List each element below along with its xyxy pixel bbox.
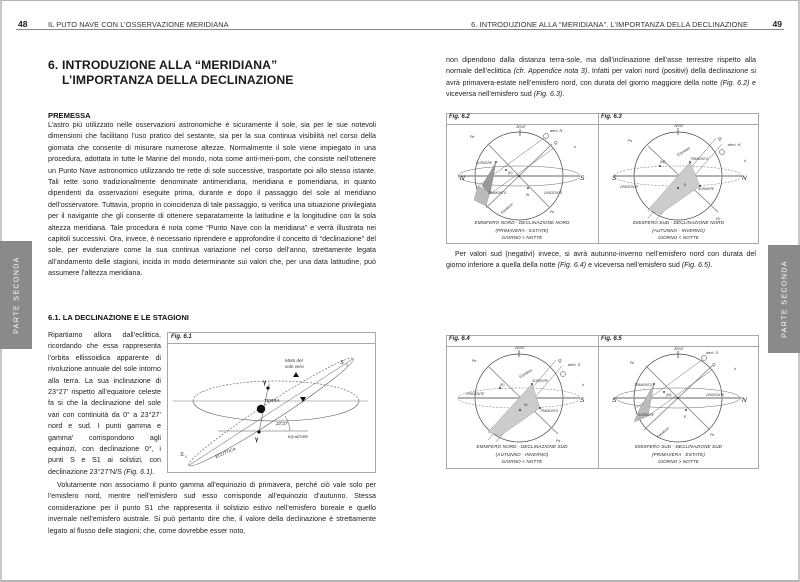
section-6-1-paragraph-1: Ripartiamo allora dall’eclittica, ricordando che essa rappresenta l’orbita ellissoidica apparente di rivoluzione annuale del sole intorno alla terra. La sua inclinazione di 23°27’ rispetto all’equatore celeste fa si che la declinazione del sole vari con continuità da 0° a 23°27’ nord e sud. I punti gamma e gamma’ corrispondono agli equinozi, con declinazione 0°, i punti S e S1 ai solstizi, con declinazione 23°27’N/S (Fig. 6.1). <box>48 331 161 476</box>
figure-label: Fig. 6.4 <box>449 336 470 342</box>
figure-caption: EMISFERO SUD - DECLINAZIONE SUD (PRIMAVERA - ESTATE) GIORNO > NOTTE <box>634 444 723 465</box>
celestial-sphere-diagram <box>446 124 598 224</box>
figure-6-1 <box>167 332 376 473</box>
svg-text:Equatore: Equatore <box>500 202 514 215</box>
svg-text:h: h <box>734 367 736 371</box>
celestial-sphere-diagram <box>446 346 598 446</box>
svg-text:ZENIT: ZENIT <box>674 124 684 128</box>
svg-text:Ps: Ps <box>556 439 561 443</box>
svg-text:Equatore: Equatore <box>656 426 670 439</box>
premessa-heading: PREMESSA <box>48 111 91 120</box>
running-head-right: 6. INTRODUZIONE ALLA “MERIDIANA”. L’IMPORTANZA DELLA DECLINAZIONE <box>471 20 748 29</box>
ecliptic-diagram <box>168 344 375 472</box>
celestial-sphere-diagram <box>598 124 759 224</box>
svg-text:(E): (E) <box>500 383 505 387</box>
svg-text:ORIZZONTE: ORIZZONTE <box>706 393 725 397</box>
svg-text:S: S <box>580 397 585 404</box>
svg-text:N: N <box>742 175 747 182</box>
svg-text:ECLITTICA: ECLITTICA <box>214 446 237 459</box>
svg-text:TRAMONTO: TRAMONTO <box>540 409 559 413</box>
right-mid-paragraph: Per valori sud (negativi) invece, si avrà autunno-inverno nell’emisfero nord con durata del giorno inferiore a quella della notte (Fig. 6.4) e viceversa nell’emisfero sud (Fig. 6.5). <box>446 250 756 270</box>
svg-text:h: h <box>582 383 584 387</box>
svg-text:1: 1 <box>268 383 270 387</box>
right-page <box>400 0 800 582</box>
svg-text:sole vero: sole vero <box>285 364 304 369</box>
svg-text:W: W <box>526 193 530 197</box>
svg-text:Q: Q <box>558 358 562 363</box>
svg-text:SORGERE: SORGERE <box>698 187 714 191</box>
svg-text:ZENIT: ZENIT <box>515 346 525 350</box>
svg-text:Q: Q <box>718 136 722 141</box>
svg-text:S: S <box>612 397 617 404</box>
page-number-left: 48 <box>18 19 28 29</box>
svg-text:S: S <box>180 452 184 458</box>
svg-text:ORIZZONTE: ORIZZONTE <box>466 392 485 396</box>
svg-text:W: W <box>524 403 528 407</box>
side-tab-right: PARTE SECONDA <box>768 245 800 353</box>
header-rule-left <box>16 29 400 30</box>
svg-text:γ: γ <box>255 437 259 443</box>
svg-text:h: h <box>744 159 746 163</box>
svg-text:TRAMONTO: TRAMONTO <box>488 191 507 195</box>
svg-text:S: S <box>612 175 617 182</box>
figure-6-4 <box>446 335 598 469</box>
section-6-1-paragraph-2: Volutamente non associamo il punto gamma all’equinozio di primavera, perché ciò vale solo per l’emisfero nord, mentre nell’emisfero sud esso corrisponde all’equinozio d’autunno. Stessa considerazione per il punto S1 che rappresenta il solstizio estivo nell’emisfero boreale e quello invernale nell’emisfero australe. Si può pertanto dire che, il valore della declinazione è strettamente legato al flusso delle stagioni; che, come dovrebbe esser noto, <box>48 481 376 535</box>
running-head-left: IL PUTO NAVE CON L’OSSERVAZIONE MERIDIANA <box>48 20 229 29</box>
svg-text:E: E <box>684 415 687 419</box>
svg-text:N: N <box>460 175 465 182</box>
svg-text:ORIZZONTE: ORIZZONTE <box>620 185 639 189</box>
svg-text:decl. N: decl. N <box>550 128 563 133</box>
svg-text:Ps: Ps <box>550 210 555 214</box>
svg-text:TRAMONTO: TRAMONTO <box>690 157 709 161</box>
section-6-1-heading: 6.1. LA DECLINAZIONE E LE STAGIONI <box>48 313 189 322</box>
svg-text:TRAMONTO: TRAMONTO <box>634 383 653 387</box>
figure-label: Fig. 6.3 <box>601 114 622 120</box>
svg-text:Pn: Pn <box>716 217 721 221</box>
svg-text:23°27': 23°27' <box>276 421 289 426</box>
svg-text:(W): (W) <box>666 393 672 397</box>
svg-text:ORIZZONTE: ORIZZONTE <box>544 191 563 195</box>
figure-label: Fig. 6.1 <box>171 334 192 340</box>
side-tab-left: PARTE SECONDA <box>0 241 32 349</box>
svg-text:Q: Q <box>712 362 716 367</box>
svg-text:Q: Q <box>554 140 558 145</box>
svg-text:Equatore: Equatore <box>676 146 692 157</box>
svg-text:Pn: Pn <box>472 359 477 363</box>
figure-label: Fig. 6.2 <box>449 114 470 120</box>
svg-text:decl. N: decl. N <box>728 142 741 147</box>
svg-text:S: S <box>340 360 344 366</box>
svg-text:N: N <box>742 397 747 404</box>
svg-text:Ps: Ps <box>630 361 635 365</box>
right-top-paragraph: non dipendono dalla distanza terra-sole, ma dall’inclinazione dell’asse terrestre rispetto alla normale dell’eclittica (cfr. Appendice nota 3). Infatti per valori nord (positivi) della declinazione si avrà primavera-estate nell’emisfero nord, con durata del giorno maggiore della notte (Fig. 6.2) e viceversa nell’emisfero sud (Fig. 6.3). <box>446 56 756 99</box>
svg-text:decl. S: decl. S <box>568 362 581 367</box>
svg-text:(W): (W) <box>660 160 666 164</box>
svg-text:Ps: Ps <box>628 139 633 143</box>
svg-text:ZENIT: ZENIT <box>516 125 526 129</box>
svg-text:1: 1 <box>346 363 348 367</box>
svg-text:EQUATORE: EQUATORE <box>288 435 308 439</box>
chapter-title: 6. INTRODUZIONE ALLA “MERIDIANA” L’IMPORTANZA DELLA DECLINAZIONE <box>48 58 294 87</box>
svg-text:1: 1 <box>185 455 187 459</box>
page-number-right: 49 <box>772 19 782 29</box>
celestial-sphere-diagram <box>598 346 759 446</box>
svg-text:Moto del: Moto del <box>285 358 303 363</box>
svg-text:γ: γ <box>263 380 267 386</box>
svg-text:(E): (E) <box>508 171 513 175</box>
svg-text:SORGERE: SORGERE <box>532 379 548 383</box>
figure-6-2 <box>446 113 598 244</box>
svg-text:SORGERE: SORGERE <box>476 161 492 165</box>
svg-text:decl. S: decl. S <box>706 350 719 355</box>
figure-caption: EMISFERO SUD - DECLINAZIONE NORD (AUTUNNO - INVERNO) GIORNO < NOTTE <box>633 220 724 241</box>
figure-caption: EMISFERO NORD - DECLINAZIONE NORD (PRIMAVERA - ESTATE) GIORNO > NOTTE <box>474 220 570 241</box>
svg-text:Pn: Pn <box>470 135 475 139</box>
figure-label: Fig. 6.5 <box>601 336 622 342</box>
svg-text:ZENIT: ZENIT <box>674 347 684 351</box>
svg-text:S: S <box>580 175 585 182</box>
svg-text:Equatore: Equatore <box>518 368 534 379</box>
header-rule-right <box>400 29 784 30</box>
figure-6-3 <box>598 113 759 244</box>
svg-text:E: E <box>684 183 687 187</box>
figure-caption: EMISFERO NORD - DECLINAZIONE SUD (AUTUNNO - INVERNO) GIORNO < NOTTE <box>476 444 568 465</box>
svg-text:Pn: Pn <box>710 433 715 437</box>
premessa-paragraph: L’astro più utilizzato nelle osservazioni astronomiche è sicuramente il sole, sia per le sue notevoli dimensioni che facilitano l’uso pratico del sestante, sia per la sua continua visibilità nel corso della giornata che consente di misurare numerose altezze. Normalmente il sole viene impiegato in una procedura, adottata in tutte le Marine del mondo, nota come anti-meri-pom, che consiste nell’ottenere un Punto Nave astronomico utilizzando tre rette di sole successive, trasportate poi allo stesso istante. Tali rette sono tradizionalmente denominate antimeridiana, meridiana e pomeridiana, in quanto dipendenti da osservazioni eseguite prima, durante e dopo il passaggio del sole al meridiano dell’osservatore. Tuttavia, proprio in coincidenza di tale passaggio, si verifica una situazione privilegiata per il navigante che gli consente di ottenere separatamente la latitudine e la longitudine con la sola altezza meridiana. Tale procedura è nota come “Punto Nave con la meridiana” e verrà illustrata nei capitoli successivi. Ora, invece, è necessario riprendere e approfondire il concetto di “declinazione” del sole, per evidenziare come la sua continua variazione nel corso dell’anno, strettamente legata all’andamento delle stagioni, incida in modo determinante sui valori che, per una data latitudine, può assumere l’altezza meridiana. <box>48 121 376 278</box>
svg-text:SORGERE: SORGERE <box>638 413 654 417</box>
figure-6-5 <box>598 335 759 469</box>
svg-text:h: h <box>574 145 576 149</box>
svg-text:TERRA: TERRA <box>264 398 280 403</box>
